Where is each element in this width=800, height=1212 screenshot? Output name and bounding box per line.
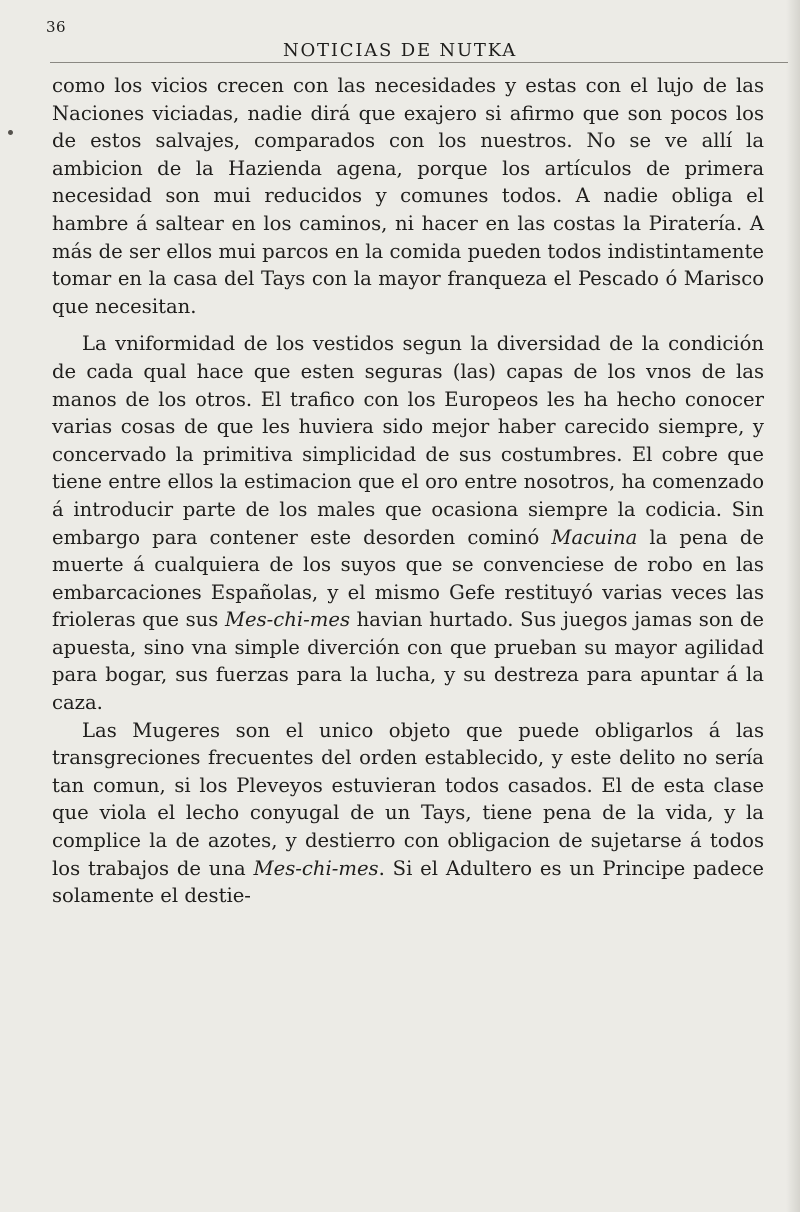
page-number: 36 [46, 18, 67, 36]
italic-name: Macuina [551, 525, 638, 549]
page-header [0, 14, 800, 61]
running-head: NOTICIAS DE NUTKA [282, 40, 518, 61]
text-run: la pena de muerte á cualquiera de los suyos que se convenciese de robo en las embarcaciones Españolas, y el mismo Gefe restituyó varias veces las frioleras que sus [52, 525, 764, 632]
paragraph-3 [52, 717, 764, 910]
margin-mark [8, 130, 13, 135]
page-edge-shadow [786, 0, 800, 1212]
body-text [52, 72, 764, 910]
header-rule [50, 62, 788, 63]
paragraph-2 [52, 330, 764, 716]
italic-name: Mes-chi-mes [224, 608, 350, 632]
text-run: havian hurtado. Sus juegos jamas son de apuesta, sino vna simple diverción con que prueban su mayor agilidad para bogar, sus fuerzas para la lucha, y su destreza para apuntar á la caza. [52, 608, 764, 715]
text-run: La vniformidad de los vestidos segun la diversidad de la condición de cada qual hace que esten seguras (las) capas de los vnos de las manos de los otros. El trafico con los Europeos les ha hecho conocer varias cosas de que les huviera sido mejor haber carecido siempre, y concervado la primitiva simplicidad de sus costumbres. El cobre que tiene entre ellos la estimacion que el oro entre nosotros, ha comenzado á introducir parte de los males que ocasiona siempre la codicia. Sin embargo para contener este desorden cominó [52, 332, 764, 549]
text-run: como los vicios crecen con las necesidades y estas con el lujo de las Naciones viciadas, nadie dirá que exajero si afirmo que son pocos los de estos salvajes, comparados con los nuestros. No se ve allí la ambicion de la Hazienda agena, porque los artículos de primera necesidad son mui reducidos y comunes todos. A nadie obliga el hambre á saltear en los caminos, ni hacer en las costas la Piratería. A más de ser ellos mui parcos en la comida pueden todos indistintamente tomar en la casa del Tays con la mayor franqueza el Pescado ó Marisco que necesitan. [52, 74, 764, 318]
italic-name: Mes-chi-mes [253, 856, 379, 880]
paragraph-1 [52, 72, 764, 320]
text-run: . Si el Adultero es un Principe padece solamente el destie- [52, 856, 764, 908]
text-run: Las Mugeres son el unico objeto que puede obligarlos á las transgreciones frecuentes del orden establecido, y este delito no sería tan comun, si los Pleveyos estuvieran todos casados. El de esta clase que viola el lecho conyugal de un Tays, tiene pena de la vida, y la complice la de azotes, y destierro con obligacion de sujetarse á todos los trabajos de una [52, 718, 764, 880]
